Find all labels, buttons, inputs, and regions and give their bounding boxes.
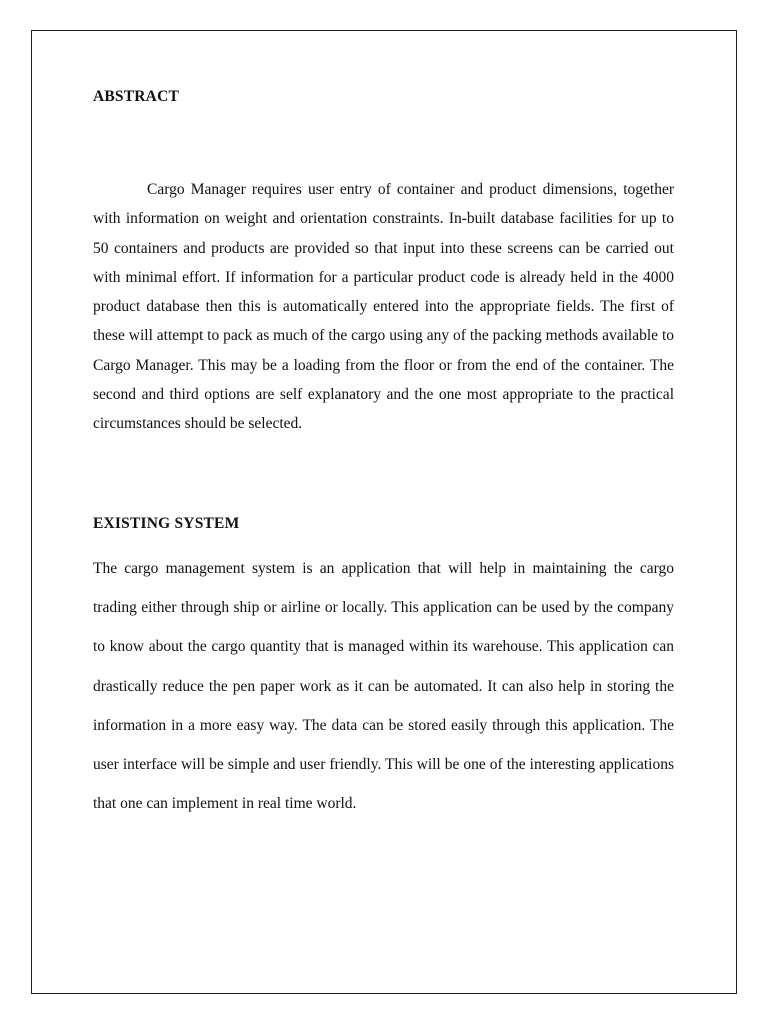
existing-system-paragraph: The cargo management system is an application that will help in maintaining the cargo trading either through ship or airline or locally. This application can be used by the company to know about the cargo quantity that is managed within its warehouse. This application can drastically reduce the pen paper work as it can be automated. It can also help in storing the information in a more easy way. The data can be stored easily through this application. The user interface will be simple and user friendly. This will be one of the interesting applications that one can implement in real time world. (93, 560, 674, 813)
abstract-paragraph: Cargo Manager requires user entry of container and product dimensions, together with information on weight and orientation constraints. In-built database facilities for up to 50 containers and products are provided so that input into these screens can be carried out with minimal effort. If information for a particular product code is already held in the 4000 product database then this is automatically entered into the appropriate fields. The first of these will attempt to pack as much of the cargo using any of the packing methods available to Cargo Manager. This may be a loading from the floor or from the end of the container. The second and third options are self explanatory and the one most appropriate to the practical circumstances should be selected. (93, 181, 674, 433)
existing-system-heading: EXISTING SYSTEM (93, 515, 240, 532)
abstract-heading: ABSTRACT (93, 88, 180, 105)
